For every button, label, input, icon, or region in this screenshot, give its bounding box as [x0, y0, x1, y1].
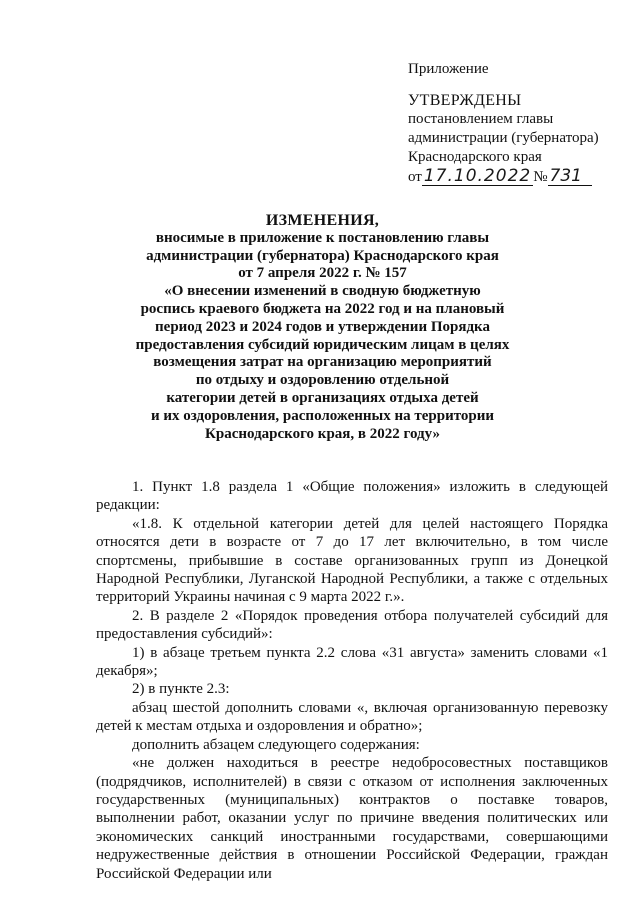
- handwritten-date: 17.10.2022: [423, 166, 532, 186]
- body-paragraph: дополнить абзацем следующего содержания:: [132, 736, 420, 753]
- title-line: вносимые в приложение к постановлению главы: [155, 229, 490, 246]
- title-line: Краснодарского края, в 2022 году»: [205, 425, 440, 442]
- approval-line-1: постановлением главы: [408, 111, 554, 127]
- body-paragraph: 1) в абзаце третьем пункта 2.2 слова «31 августа» заменить словами «1 декабря»;: [96, 644, 608, 680]
- approval-line-3: Краснодарского края: [408, 149, 542, 165]
- body-paragraph: «1.8. К отдельной категории детей для целей настоящего Порядка относятся дети в возрасте от 7 до 17 лет включительно, в том числе спортсмены, прибывшие в составе организованных групп из Донецкой Народной Республики, Луганской Народной Республики, а также с отдельных территорий Украины начиная с 9 марта 2022 г.».: [96, 515, 608, 606]
- title-line: период 2023 и 2024 годов и утверждении Порядка: [155, 318, 490, 335]
- title-line: «О внесении изменений в сводную бюджетную: [164, 283, 481, 300]
- handwritten-number: 731: [548, 167, 592, 186]
- title-line: возмещения затрат на организацию мероприятий: [153, 354, 492, 371]
- body-paragraph: 2) в пункте 2.3:: [132, 681, 230, 698]
- approval-line-2: администрации (губернатора): [408, 130, 599, 146]
- document-title: [90, 212, 555, 443]
- title-line: категории детей в организациях отдыха детей: [166, 389, 479, 406]
- approval-block: [408, 60, 633, 187]
- body-paragraph: абзац шестой дополнить словами «, включая организованную перевозку детей к местам отдыха и оздоровления и обратно»;: [96, 699, 608, 735]
- body-paragraph: 2. В разделе 2 «Порядок проведения отбора получателей субсидий для предоставления субсидий»:: [96, 607, 608, 643]
- document-body: [96, 478, 608, 883]
- title-line: администрации (губернатора) Краснодарского края: [146, 247, 499, 264]
- approval-date-line: [408, 167, 633, 187]
- title-line: и их оздоровления, расположенных на территории: [150, 407, 495, 424]
- title-heading: ИЗМЕНЕНИЯ,: [265, 212, 380, 229]
- body-paragraph: 1. Пункт 1.8 раздела 1 «Общие положения» изложить в следующей редакции:: [96, 479, 608, 514]
- title-line: от 7 апреля 2022 г. № 157: [238, 265, 407, 282]
- title-line: роспись краевого бюджета на 2022 год и на плановый: [140, 300, 505, 317]
- appendix-label: Приложение: [408, 61, 489, 77]
- title-line: по отдыху и оздоровлению отдельной: [195, 372, 450, 389]
- body-paragraph: «не должен находиться в реестре недобросовестных поставщиков (подрядчиков, исполнителей) в связи с отказом от исполнения заключенных государственных (муниципальных) контрактов о поставке товаров, выполнении работ, оказании услуг по причине введения политических или экономических санкций иностранными государствами, совершающими недружественные действия в отношении Российской Федерации, граждан Российской Федерации или: [96, 755, 608, 882]
- approved-label: УТВЕРЖДЕНЫ: [408, 92, 522, 109]
- number-sign: №: [533, 169, 548, 185]
- from-label: от: [408, 169, 422, 185]
- title-line: предоставления субсидий юридическим лицам в целях: [135, 336, 510, 353]
